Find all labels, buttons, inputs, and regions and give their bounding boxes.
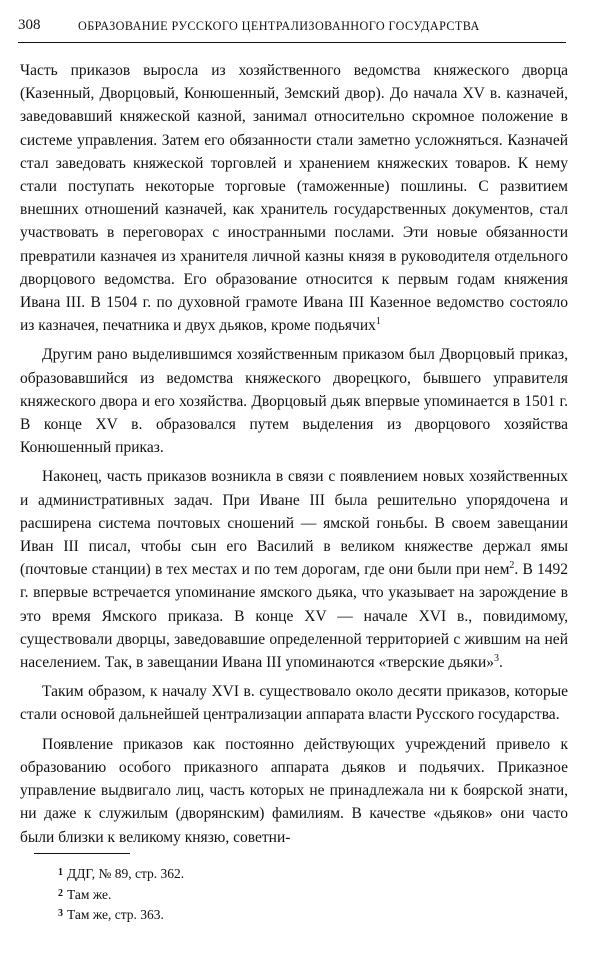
footnote-text: Там же, стр. 363. bbox=[67, 907, 164, 922]
running-title: ОБРАЗОВАНИЕ РУССКОГО ЦЕНТРАЛИЗОВАННОГО ГОСУДАРСТВА bbox=[78, 19, 480, 33]
paragraph-text: Таким образом, к началу XVI в. существовало около десяти приказов, которые стали основой дальнейшей централизации аппарата власти Русского государства. bbox=[20, 683, 568, 724]
paragraph bbox=[20, 343, 568, 459]
paragraph-text: Появление приказов как постоянно действующих учреждений привело к образованию особого приказного аппарата дьяков и подьячих. Приказное управление выдвигало лиц, часть которых не принадлежала ни к боярской знати, ни даже к служилым (дворянским) фамилиям. В качестве «дьяков» они часто были близки к великому князю, советни- bbox=[20, 735, 568, 846]
footnote-text: ДДГ, № 89, стр. 362. bbox=[67, 866, 185, 881]
footnote bbox=[58, 863, 458, 884]
footnote bbox=[58, 904, 458, 925]
footnote-mark: 2 bbox=[58, 887, 63, 899]
main-text bbox=[20, 59, 568, 855]
paragraph bbox=[20, 465, 568, 674]
paragraph bbox=[20, 733, 568, 849]
paragraph-text: Другим рано выделившимся хозяйственным приказом был Дворцовый приказ, образовавшийся из ведомства княжеского дворецкого, бывшего управителя княжеского двора и его хозяйства. Дворцовый дьяк впервые упоминается в 1501 г. В конце XV в. образовался путем выделения из дворцового хозяйства Конюшенный приказ. bbox=[20, 346, 568, 457]
paragraph-text: Наконец, часть приказов возникла в связи с появлением новых хозяйственных и административных задач. При Иване III была решительно упорядочена и расширена система почтовых сношений — ямской гоньбы. В своем завещании Иван III писал, чтобы сын его Василий в великом княжестве держал ямы (почтовые станции) в тех местах и по тем дорогам, где они были при нем bbox=[20, 468, 568, 579]
paragraph-text: . bbox=[498, 654, 503, 672]
paragraph bbox=[20, 680, 568, 726]
footnote-mark: 1 bbox=[58, 867, 63, 878]
footnote bbox=[58, 884, 458, 905]
paragraph-text: Часть приказов выросла из хозяйственного ведомства княжеского дворца (Казенный, Дворцовый, Конюшенный, Земский двор). До начала XV в. казначей, заведовавший княжеской казной, занимал относительно скромное положение в системе управления. Затем его обязанности стали заметно усложняться. Казначей стал заведовать княжеской торговлей и хранением княжеских товаров. К нему стали поступать некоторые торговые (таможенные) пошлины. С развитием внешних отношений казначей, как хранитель государственных документов, стал участвовать в переговорах с иностранными послами. Эти новые обязанности превратили казначея из хранителя личной казны князя в руководителя отдельного дворцового ведомства. Его образование относится к первым годам княжения Ивана III. В 1504 г. по духовной грамоте Ивана III Казенное ведомство состояло из казначея, печатника и двух дьяков, кроме подьячих bbox=[20, 62, 568, 335]
footnote-reference: 1 bbox=[375, 316, 381, 328]
footnote-reference: 2 bbox=[509, 560, 515, 572]
page-header bbox=[18, 12, 566, 43]
page-number: 308 bbox=[18, 17, 41, 33]
footnote-text: Там же. bbox=[67, 886, 112, 902]
footnote-divider bbox=[34, 853, 130, 854]
footnote-mark: 3 bbox=[58, 908, 63, 919]
footnotes bbox=[58, 863, 458, 925]
paragraph bbox=[20, 59, 568, 337]
footnote-reference: 3 bbox=[493, 652, 499, 664]
paragraph-text: . В 1492 г. впервые встречается упоминание ямского дьяка, что указывает на зарождение в это время Ямского приказа. В конце XV — начале XVI в., повидимому, существовали дворцы, заведовавшие определенной территорией с жившим на ней населением. Так, в завещании Ивана III упоминаются «тверские дьяки» bbox=[20, 561, 568, 672]
